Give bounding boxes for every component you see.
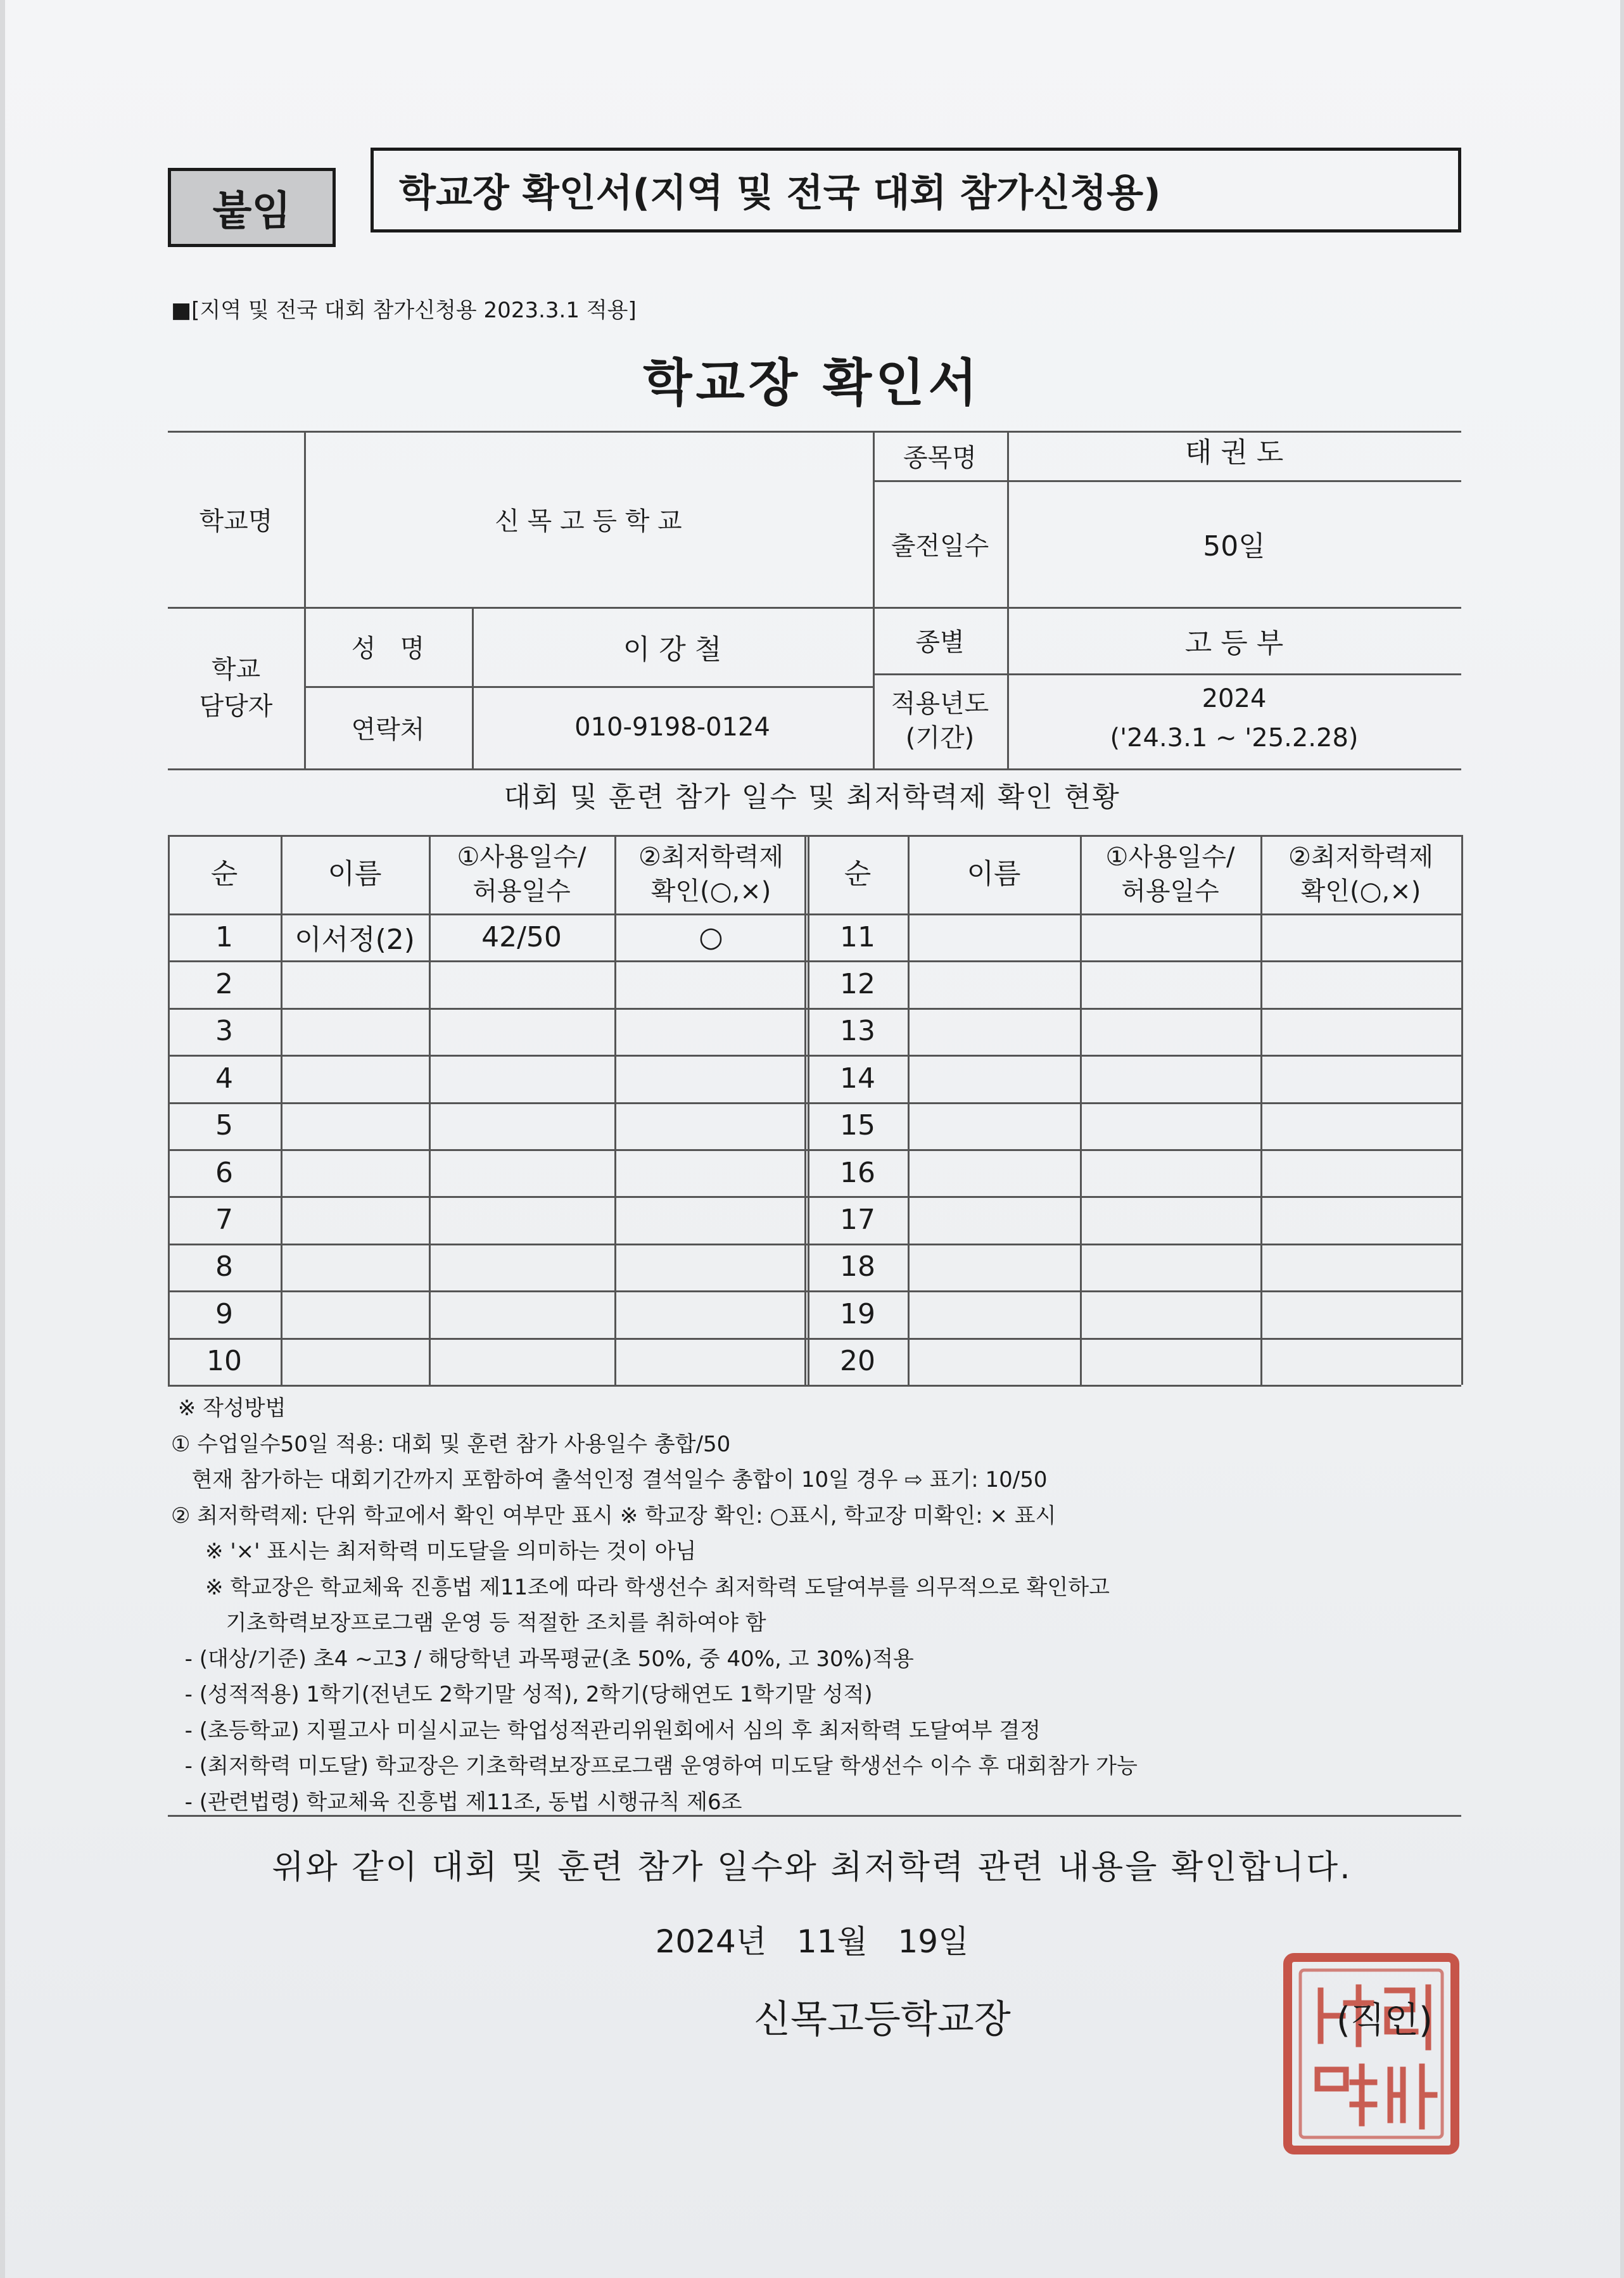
table-cell-name: [281, 1244, 429, 1290]
table-cell-check: [614, 1149, 808, 1196]
table-cell-days: [1080, 1149, 1260, 1196]
table-cell-check: [1260, 913, 1461, 960]
table-cell-no: 4: [215, 1062, 233, 1095]
school-name-label: 학교명: [199, 506, 273, 536]
table-cell-name: [908, 1290, 1080, 1337]
table-cell-check: [614, 1102, 808, 1149]
document-subtitle: ■[지역 및 전국 대회 참가신청용 2023.3.1 적용]: [171, 298, 637, 323]
apply-period-value: ('24.3.1 ~ '25.2.28): [1110, 723, 1359, 753]
class-label: 종별: [915, 628, 965, 657]
table-cell-days: [1080, 1338, 1260, 1385]
table-cell-name: [908, 1149, 1080, 1196]
table-cell-days: [429, 1102, 614, 1149]
table-cell-no: 3: [215, 1015, 233, 1048]
table-cell-name: [908, 1244, 1080, 1290]
note-line: ※ '×' 표시는 최저학력 미도달을 의미하는 것이 아님: [171, 1539, 697, 1564]
table-cell-name: [281, 1008, 429, 1055]
table-cell-no: 6: [215, 1156, 233, 1189]
table-cell-no: 16: [840, 1156, 875, 1189]
table-cell-days: [1080, 960, 1260, 1007]
table-cell-days: [429, 1338, 614, 1385]
table-cell-name: [281, 1338, 429, 1385]
table-cell-no: 11: [840, 920, 875, 953]
table-cell-check: [614, 1055, 808, 1102]
table-cell-name: [281, 1196, 429, 1243]
table-cell-check: [1260, 1338, 1461, 1385]
right-header-name: 이름: [967, 858, 1021, 891]
right-header-no: 순: [844, 858, 872, 891]
contact-label: 연락처: [351, 715, 425, 744]
issue-date: 2024년 11월 19일: [655, 1923, 969, 1960]
table-cell-days: [1080, 1290, 1260, 1337]
table-cell-check: [1260, 1290, 1461, 1337]
section-title: 대회 및 훈련 참가 일수 및 최저학력제 확인 현황: [504, 781, 1120, 813]
table-cell-no: 1: [215, 920, 233, 953]
table-cell-days: [1080, 1055, 1260, 1102]
table-cell-check: [1260, 1008, 1461, 1055]
left-header-days: ①사용일수/ 허용일수: [457, 843, 587, 906]
table-cell-check: [614, 1244, 808, 1290]
apply-year-value: 2024: [1202, 684, 1267, 713]
table-cell-days: [429, 960, 614, 1007]
table-cell-name: [281, 1290, 429, 1337]
table-cell-no: 14: [840, 1062, 875, 1095]
table-cell-name: 이서정(2): [295, 924, 415, 957]
table-cell-name: [908, 913, 1080, 960]
table-cell-no: 13: [840, 1015, 875, 1048]
table-cell-check: [1260, 1102, 1461, 1149]
table-cell-days: [1080, 1008, 1260, 1055]
table-cell-check: [614, 1290, 808, 1337]
table-cell-name: [281, 1055, 429, 1102]
note-line: ② 최저학력제: 단위 학교에서 확인 여부만 표시 ※ 학교장 확인: ○표시, 학교장 미확인: × 표시: [171, 1503, 1056, 1529]
table-cell-no: 12: [840, 968, 875, 1001]
note-line: ※ 학교장은 학교체육 진흥법 제11조에 따라 학생선수 최저학력 도달여부를 의무적으로 확인하고: [171, 1574, 1110, 1600]
table-cell-days: [429, 1290, 614, 1337]
note-line: ① 수업일수50일 적용: 대회 및 훈련 참가 사용일수 총합/50: [171, 1431, 731, 1457]
table-cell-days: [1080, 1196, 1260, 1243]
table-cell-name: [908, 1196, 1080, 1243]
days-label: 출전일수: [891, 531, 989, 561]
table-cell-days: [429, 1055, 614, 1102]
staff-label: 학교 담당자: [199, 654, 273, 721]
page-title: 학교장 확인서: [643, 353, 981, 412]
note-line: 기초학력보장프로그램 운영 등 적절한 조치를 취하여야 함: [171, 1610, 766, 1636]
table-cell-check: [1260, 960, 1461, 1007]
table-cell-check: [614, 1196, 808, 1243]
table-cell-check: [1260, 1196, 1461, 1243]
table-cell-no: 2: [215, 968, 233, 1001]
table-cell-no: 19: [840, 1297, 875, 1330]
class-value: 고 등 부: [1184, 627, 1284, 659]
attachment-badge: 붙임: [168, 168, 336, 247]
table-cell-name: [908, 1055, 1080, 1102]
left-header-name: 이름: [327, 858, 382, 891]
table-cell-check: [1260, 1149, 1461, 1196]
table-cell-no: 8: [215, 1250, 233, 1283]
table-cell-check: [614, 960, 808, 1007]
staff-name-value: 이 강 철: [623, 633, 722, 666]
official-seal-stamp: [1276, 1946, 1466, 2161]
table-cell-no: 15: [840, 1109, 875, 1142]
table-cell-check: [614, 1338, 808, 1385]
table-cell-check: ○: [699, 920, 723, 953]
table-cell-check: [1260, 1055, 1461, 1102]
table-cell-days: [1080, 1102, 1260, 1149]
table-cell-check: [614, 1008, 808, 1055]
table-cell-no: 10: [206, 1345, 242, 1378]
note-line: - (대상/기준) 초4 ~고3 / 해당학년 과목평균(초 50%, 중 40%, 고 30%)적용: [171, 1646, 914, 1672]
table-cell-name: [908, 1102, 1080, 1149]
note-line: - (성적적용) 1학기(전년도 2학기말 성적), 2학기(당해연도 1학기말 성적): [171, 1682, 873, 1707]
header-title: 학교장 확인서(지역 및 전국 대회 참가신청용): [371, 148, 1461, 232]
event-label: 종목명: [903, 443, 977, 473]
left-header-min-academic: ②최저학력제 확인(○,×): [638, 843, 784, 906]
contact-value: 010-9198-0124: [574, 713, 770, 742]
table-cell-no: 5: [215, 1109, 233, 1142]
days-value: 50일: [1203, 530, 1266, 563]
note-line: ※ 작성방법: [171, 1396, 286, 1421]
staff-name-label: 성 명: [351, 634, 425, 663]
table-cell-name: [908, 960, 1080, 1007]
table-cell-days: [429, 1149, 614, 1196]
principal-title: 신목고등학교장: [754, 1997, 1011, 2042]
table-cell-no: 9: [215, 1297, 233, 1330]
table-cell-days: [429, 1244, 614, 1290]
table-cell-days: [1080, 913, 1260, 960]
table-cell-name: [281, 960, 429, 1007]
apply-year-label: 적용년도 (기간): [891, 689, 989, 753]
school-name-value: 신 목 고 등 학 교: [495, 506, 682, 536]
confirmation-statement: 위와 같이 대회 및 훈련 참가 일수와 최저학력 관련 내용을 확인합니다.: [272, 1848, 1352, 1887]
table-cell-days: [429, 1196, 614, 1243]
table-cell-days: 42/50: [481, 920, 562, 953]
table-cell-check: [1260, 1244, 1461, 1290]
table-cell-no: 17: [840, 1204, 875, 1237]
right-header-days: ①사용일수/ 허용일수: [1105, 843, 1235, 906]
table-cell-days: [1080, 1244, 1260, 1290]
table-cell-name: [908, 1338, 1080, 1385]
table-cell-name: [281, 1149, 429, 1196]
table-cell-no: 18: [840, 1250, 875, 1283]
note-line: - (최저학력 미도달) 학교장은 기초학력보장프로그램 운영하여 미도달 학생선수 이수 후 대회참가 가능: [171, 1753, 1138, 1779]
table-cell-days: [429, 1008, 614, 1055]
table-cell-name: [281, 1102, 429, 1149]
note-line: 현재 참가하는 대회기간까지 포함하여 출석인정 결석일수 총합이 10일 경우 ⇨ 표기: 10/50: [171, 1467, 1048, 1492]
note-line: - (관련법령) 학교체육 진흥법 제11조, 동법 시행규칙 제6조: [171, 1789, 742, 1815]
table-cell-name: [908, 1008, 1080, 1055]
left-header-no: 순: [210, 858, 238, 891]
table-cell-no: 20: [840, 1345, 875, 1378]
right-header-min-academic: ②최저학력제 확인(○,×): [1288, 843, 1434, 906]
seal-label: (직인): [1336, 2000, 1433, 2041]
note-line: - (초등학교) 지필고사 미실시교는 학업성적관리위원회에서 심의 후 최저학력 도달여부 결정: [171, 1717, 1041, 1743]
table-cell-no: 7: [215, 1204, 233, 1237]
event-value: 태 권 도: [1184, 436, 1284, 469]
